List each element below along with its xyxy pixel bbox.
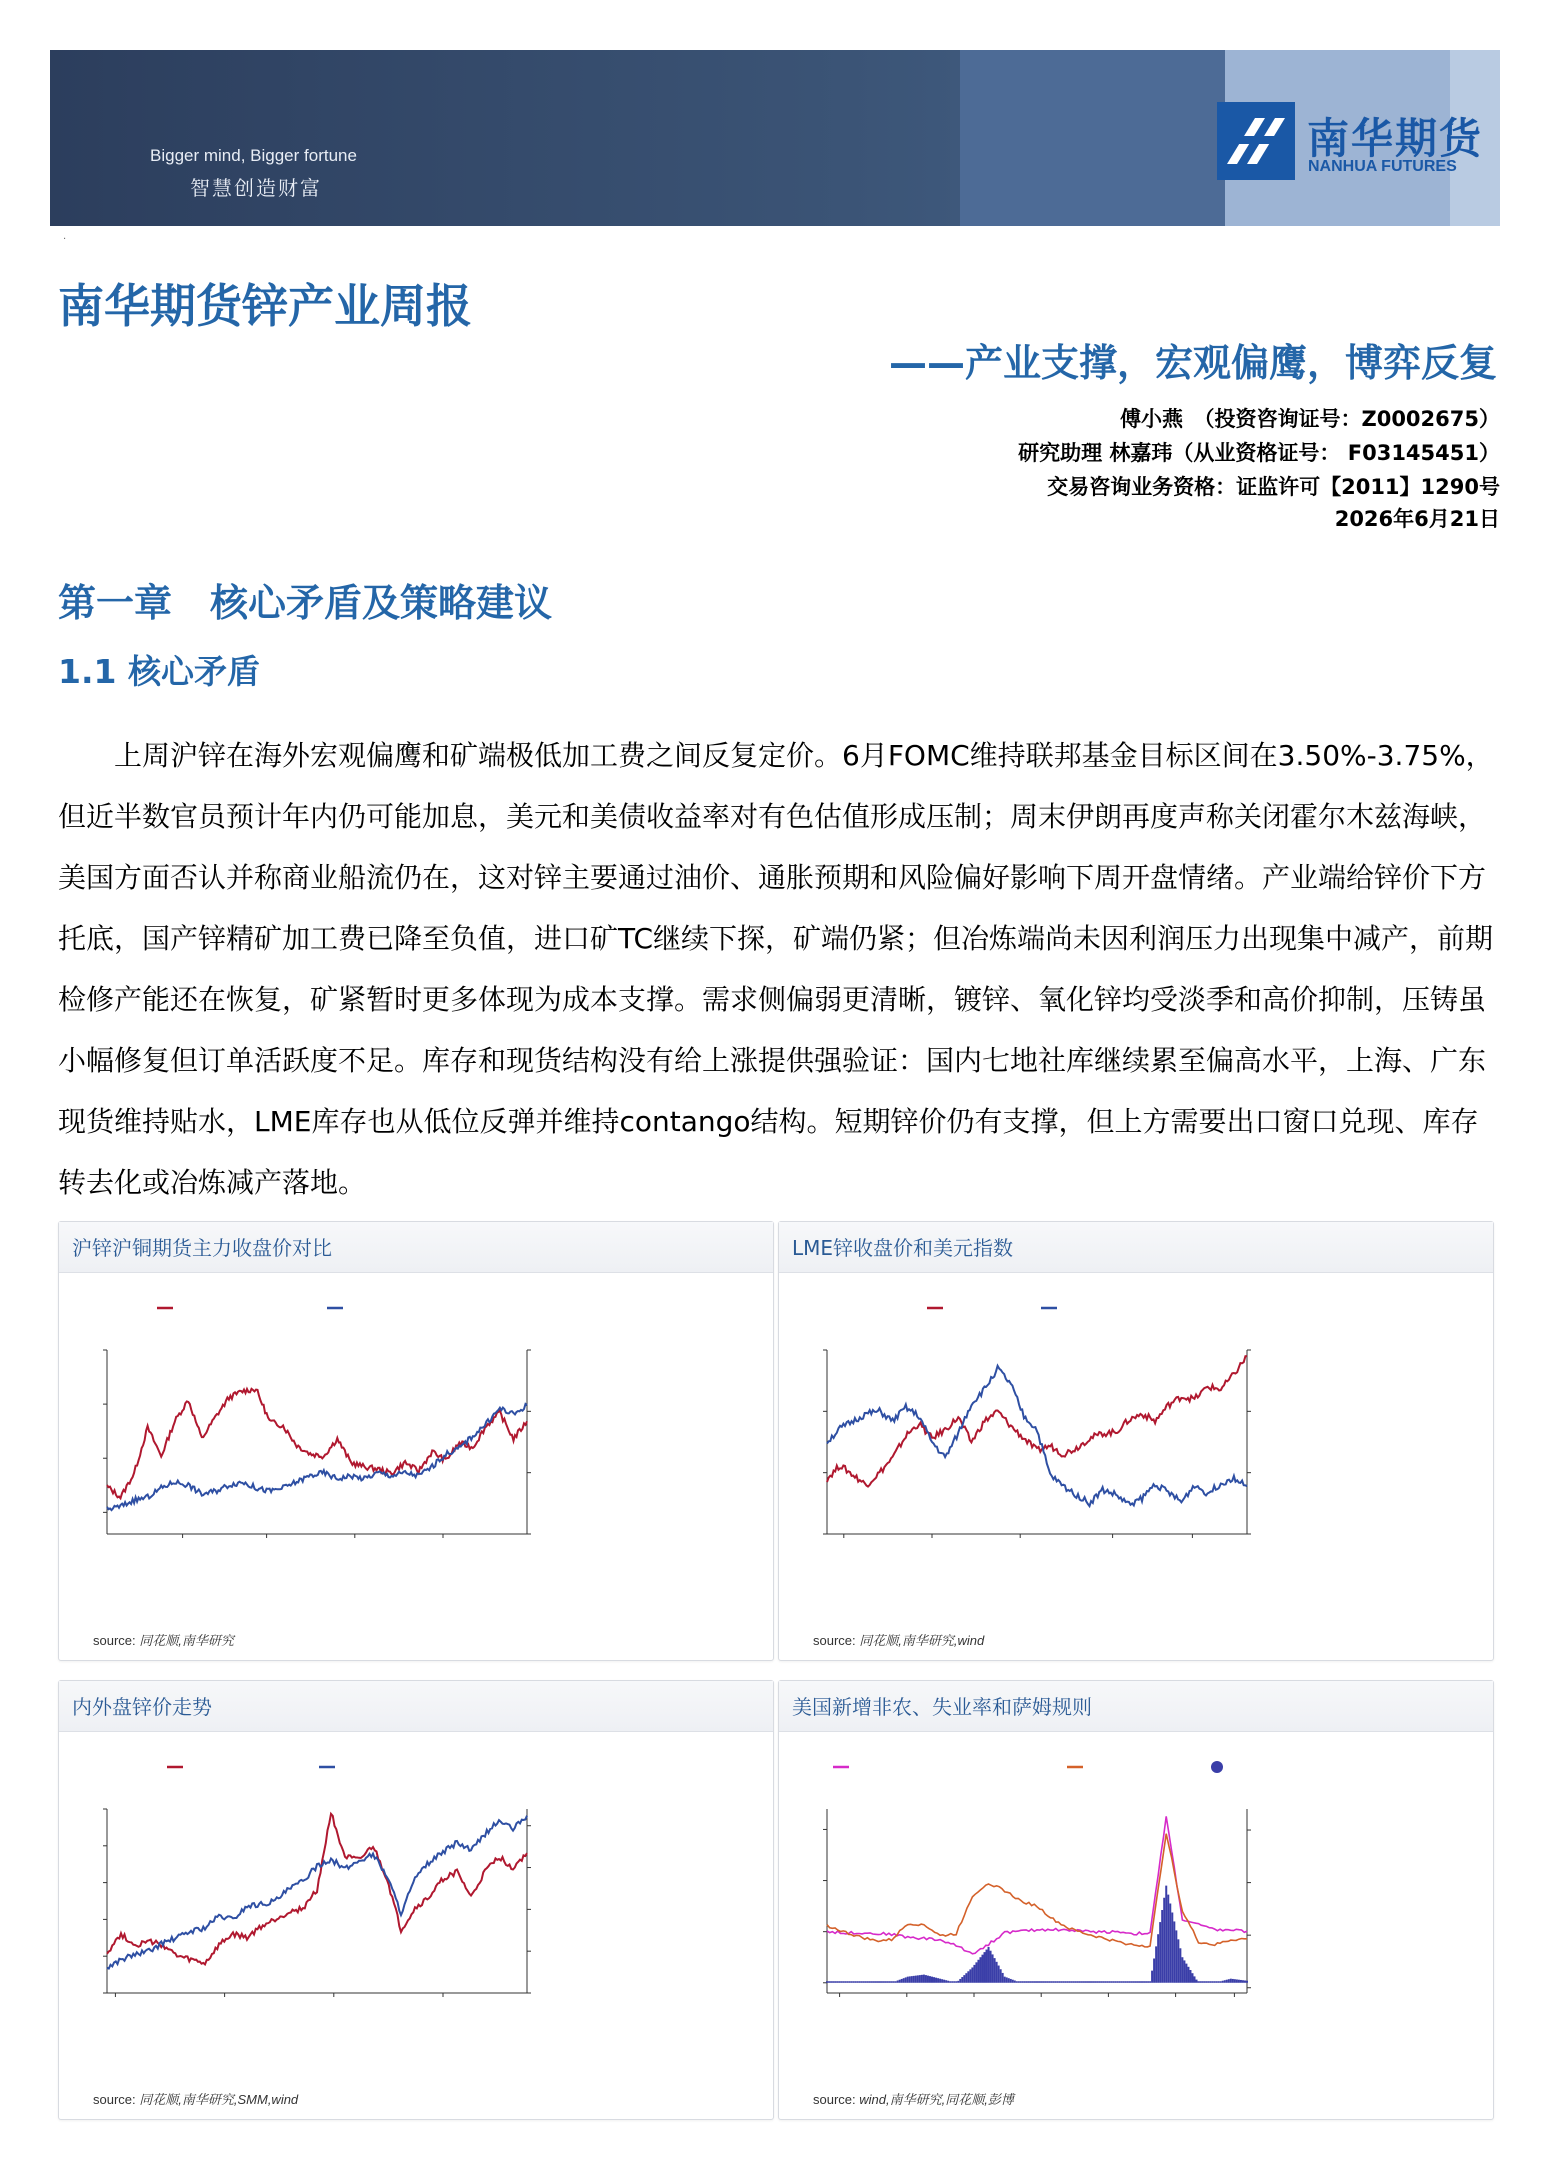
chart-source: source: 同花顺,南华研究,SMM,wind	[93, 2092, 299, 2107]
banner-panel	[960, 50, 1225, 226]
section-title: 1.1 核心矛盾	[58, 652, 260, 691]
chart-lme-dxy	[779, 1272, 1495, 1627]
slogan-chinese: 智慧创造财富	[190, 176, 322, 200]
series-line	[827, 1816, 1247, 1953]
logo-text-en: NANHUA FUTURES	[1308, 158, 1457, 175]
assistant-line: 研究助理 林嘉玮（从业资格证号： F03145451）	[1018, 441, 1500, 465]
series-line	[107, 1404, 527, 1510]
dot-marker: ·	[63, 234, 67, 245]
chart-source: source: wind,南华研究,同花顺,彭博	[813, 2092, 1014, 2107]
chapter-title: 第一章 核心矛盾及策略建议	[58, 581, 553, 625]
header-banner	[50, 50, 1500, 226]
series-line	[827, 1356, 1247, 1487]
chart-us-labor	[779, 1731, 1495, 2086]
panel-title: 美国新增非农、失业率和萨姆规则	[792, 1695, 1092, 1719]
panel-title: LME锌收盘价和美元指数	[792, 1236, 1014, 1260]
chart-panel-lme-dxy	[778, 1221, 1494, 1661]
report-date: 2026年6月21日	[1334, 507, 1500, 531]
chart-panel-zinc-copper	[58, 1221, 774, 1661]
chart-panel-domestic-foreign	[58, 1680, 774, 2120]
chart-domestic-foreign	[59, 1731, 775, 2086]
body-paragraph	[58, 725, 1498, 1213]
logo-text-cn: 南华期货	[1307, 114, 1484, 163]
chart-source: source: 同花顺,南华研究	[93, 1633, 234, 1648]
chart-panel-us-labor	[778, 1680, 1494, 2120]
panel-title: 内外盘锌价走势	[72, 1695, 212, 1719]
series-line	[827, 1366, 1247, 1506]
nanhua-logo-icon	[1217, 102, 1295, 180]
slogan-english: Bigger mind, Bigger fortune	[150, 146, 357, 165]
chart-zinc-copper	[59, 1272, 775, 1627]
chart-source: source: 同花顺,南华研究,wind	[813, 1633, 985, 1648]
author-line: 傅小燕 （投资咨询证号：Z0002675）	[1119, 407, 1500, 431]
report-title: 南华期货锌产业周报	[58, 279, 472, 333]
paragraph-text: 上周沪锌在海外宏观偏鹰和矿端极低加工费之间反复定价。6月FOMC维持联邦基金目标区间在3.50%-3.75%，但近半数官员预计年内仍可能加息，美元和美债收益率对有色估值形成压制；周末伊朗再度声称关闭霍尔木兹海峡，美国方面否认并称商业船流仍在，这对锌主要通过油价、通胀预期和风险偏好影响下周开盘情绪。产业端给锌价下方托底，国产锌精矿加工费已降至负值，进口矿TC继续下探，矿端仍紧；但冶炼端尚未因利润压力出现集中减产，前期检修产能还在恢复，矿紧暂时更多体现为成本支撑。需求侧偏弱更清晰，镀锌、氧化锌均受淡季和高价抑制，压铸虽小幅修复但订单活跃度不足。库存和现货结构没有给上涨提供强验证：国内七地社库继续累至偏高水平，上海、广东现货维持贴水，LME库存也从低位反弹并维持contango结构。短期锌价仍有支撑，但上方需要出口窗口兑现、库存转去化或冶炼减产落地。	[58, 739, 1494, 1199]
license-line: 交易咨询业务资格：证监许可【2011】1290号	[1047, 475, 1500, 499]
legend-swatch	[1211, 1761, 1223, 1773]
panel-title: 沪锌沪铜期货主力收盘价对比	[72, 1236, 332, 1260]
report-subtitle: ——产业支撑，宏观偏鹰，博弈反复	[888, 341, 1497, 385]
